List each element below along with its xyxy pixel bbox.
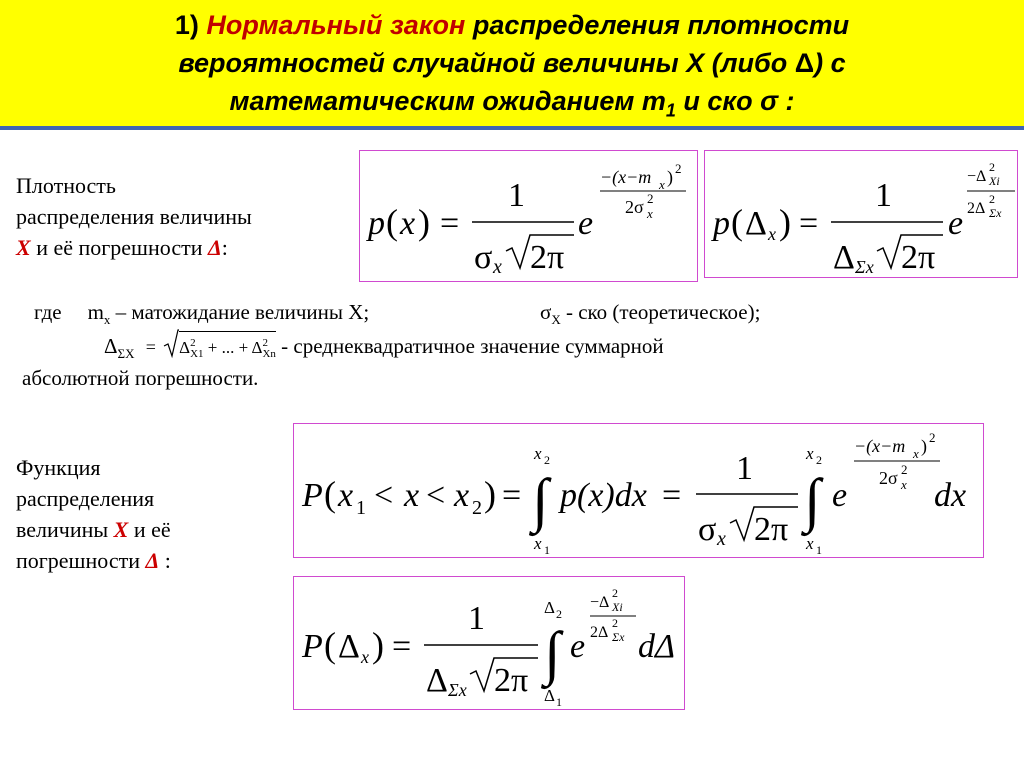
where-sx-sub: X xyxy=(551,312,561,328)
title-line2a: вероятностей случайной величины X (либо xyxy=(178,48,795,78)
Fx-integrand: p(x)dx xyxy=(560,477,647,514)
Fd-int-lo: Δ xyxy=(544,686,555,705)
where-line2 xyxy=(104,331,664,368)
Fx-lt2: < xyxy=(426,477,446,514)
Fd-int: ∫ xyxy=(544,620,561,686)
fx-paren-r: ) xyxy=(418,202,430,242)
where-dsum-desc: - среднеквадратичное значение суммарной xyxy=(281,334,664,358)
Fd-exp-num-sub: Xi xyxy=(612,600,623,614)
fd-numerator: 1 xyxy=(875,177,892,214)
Fx-int2-lo: x xyxy=(806,534,814,553)
where-mx-desc: – матожидание величины X; xyxy=(110,300,370,324)
function-label-line1: Функция xyxy=(16,455,101,480)
function-label-l4a: погрешности xyxy=(16,548,146,573)
density-label-line2: распределения величины xyxy=(16,204,252,229)
function-label-delta: Δ xyxy=(145,548,160,573)
Fx-exp-den: 2σ xyxy=(879,468,898,488)
Fd-exp-den-pow: 2 xyxy=(612,616,618,630)
Fx-x1: x xyxy=(338,477,354,514)
rad-s1: X1 xyxy=(190,348,204,361)
Fd-den-sub: Σx xyxy=(448,680,467,700)
fx-eq: = xyxy=(440,205,460,242)
Fx-x2-sub: 2 xyxy=(472,497,482,519)
Fx-x: x xyxy=(404,477,420,514)
density-label-line1: Плотность xyxy=(16,173,116,198)
Fd-arg-sub: x xyxy=(361,647,369,667)
fx-arg: x xyxy=(400,205,416,242)
fd-paren-l: ( xyxy=(731,202,743,242)
Fx-exp-pow: 2 xyxy=(929,430,936,445)
where-dsum: Δ xyxy=(104,334,118,358)
title-line3a: математическим ожиданием m xyxy=(229,86,666,116)
Fx-exp-num: −(x−m xyxy=(854,436,906,456)
Fx-int2: ∫ xyxy=(804,467,821,533)
fd-exp-num: −Δ xyxy=(967,168,987,185)
Fx-exp-den-sub: x xyxy=(901,477,907,492)
title-sigma: σ xyxy=(760,86,779,116)
fd-den-sub: Σx xyxy=(855,257,874,277)
Fx-x1-sub: 1 xyxy=(356,497,366,519)
function-formula-delta-box xyxy=(293,576,685,710)
radical-sign xyxy=(163,329,179,359)
Fx-paren-l: ( xyxy=(324,474,336,514)
title-number: 1) xyxy=(174,10,199,40)
function-label-l3b: и её xyxy=(128,517,171,542)
fd-exp-num-sub: Xi xyxy=(989,174,1000,188)
Fd-numerator: 1 xyxy=(468,600,485,637)
fd-exp-den-pow: 2 xyxy=(989,192,995,206)
Fx-int1-lo-sub: 1 xyxy=(544,543,550,557)
title-highlight: Нормальный закон xyxy=(206,10,466,40)
Fd-int-up: Δ xyxy=(544,598,555,617)
Fx-x2: x xyxy=(454,477,470,514)
Fx-exp-den-pow: 2 xyxy=(901,462,908,477)
function-label xyxy=(16,452,171,576)
where-sx-desc: - ско (теоретическое); xyxy=(560,300,761,324)
Fd-int-up-sub: 2 xyxy=(556,607,562,621)
where-sigma-line xyxy=(540,298,760,334)
Fx-int2-lo-sub: 1 xyxy=(816,543,822,557)
title-line3b: и ско xyxy=(675,86,761,116)
fx-exp-den-sub: x xyxy=(647,206,653,221)
Fx-int1: ∫ xyxy=(532,467,549,533)
fx-p: p xyxy=(368,205,385,242)
fd-two-pi: 2π xyxy=(901,239,936,276)
Fx-numerator: 1 xyxy=(736,450,753,487)
rad-mid: + ... + xyxy=(203,338,252,357)
density-formula-delta xyxy=(705,151,1019,279)
fx-exp-den: 2σ xyxy=(625,197,644,217)
title-line2b: ) с xyxy=(814,48,846,78)
fx-sigma: σ xyxy=(474,239,493,276)
page-title xyxy=(0,6,1024,129)
fx-exp-num-end: ) xyxy=(667,167,673,187)
title-banner xyxy=(0,0,1024,130)
Fx-int2-up: x xyxy=(806,444,814,463)
function-formula-x-box xyxy=(293,423,984,558)
fd-e: e xyxy=(948,205,964,242)
fd-eq: = xyxy=(799,205,819,242)
where-line1 xyxy=(34,298,369,334)
density-formula-delta-box xyxy=(704,150,1018,278)
Fx-e: e xyxy=(832,477,848,514)
Fd-exp-den: 2Δ xyxy=(590,624,609,641)
rad-s2: Xn xyxy=(262,348,276,361)
function-label-line2: распределения xyxy=(16,486,155,511)
density-label-end: : xyxy=(221,235,228,260)
Fx-int1-up: x xyxy=(534,444,542,463)
rad-p1: 2 xyxy=(190,337,196,350)
function-label-l4b: : xyxy=(159,548,171,573)
Fd-arg: Δ xyxy=(338,628,360,665)
fx-sigma-sub: x xyxy=(493,256,502,278)
Fd-exp-num-pow: 2 xyxy=(612,586,618,600)
fd-exp-den: 2Δ xyxy=(967,200,986,217)
Fd-paren-l: ( xyxy=(324,625,336,665)
fx-exp-den-pow: 2 xyxy=(647,191,654,206)
density-formula-x xyxy=(360,151,699,283)
where-eq: = xyxy=(145,337,156,357)
title-delta: Δ xyxy=(794,48,815,78)
Fx-paren-r: ) xyxy=(484,474,496,514)
Fd-int-lo-sub: 1 xyxy=(556,695,562,709)
Fd-eq: = xyxy=(392,628,412,665)
function-label-l3a: величины xyxy=(16,517,114,542)
Fx-eq: = xyxy=(502,477,522,514)
Fx-sigma-sub: x xyxy=(717,528,726,550)
density-label-x: X xyxy=(16,235,31,260)
Fx-sigma: σ xyxy=(698,511,717,548)
title-line1: распределения плотности xyxy=(472,10,850,40)
Fx-lt1: < xyxy=(374,477,394,514)
fx-two-pi: 2π xyxy=(530,239,565,276)
fd-arg: Δ xyxy=(745,205,767,242)
where-mx: m xyxy=(87,300,104,324)
rad-d1: Δ xyxy=(179,338,191,357)
rad-p2: 2 xyxy=(262,337,268,350)
Fd-P: P xyxy=(302,628,323,665)
Fx-P: P xyxy=(302,477,323,514)
function-formula-x xyxy=(294,424,985,559)
fd-exp-den-sub: Σx xyxy=(989,206,1002,220)
Fd-exp-den-sub: Σx xyxy=(612,630,625,644)
fd-exp-num-pow: 2 xyxy=(989,160,995,174)
fd-den: Δ xyxy=(833,239,855,276)
function-formula-delta xyxy=(294,577,686,711)
fd-paren-r: ) xyxy=(779,202,791,242)
Fx-exp-num-sub: x xyxy=(913,446,919,461)
Fd-exp-num: −Δ xyxy=(590,594,610,611)
fd-arg-sub: x xyxy=(768,224,776,244)
function-label-x: X xyxy=(113,517,129,542)
Fd-den: Δ xyxy=(426,662,448,699)
rad-d2: Δ xyxy=(251,338,263,357)
Fd-dd: dΔ xyxy=(638,628,675,665)
density-label-delta: Δ xyxy=(207,235,222,260)
Fd-paren-r: ) xyxy=(372,625,384,665)
Fd-e: e xyxy=(570,628,586,665)
Fx-two-pi: 2π xyxy=(754,511,789,548)
fx-exp-num-sub: x xyxy=(659,177,665,192)
where-radical xyxy=(163,331,276,362)
Fx-eq2: = xyxy=(662,477,682,514)
density-label xyxy=(16,170,252,263)
density-formula-x-box xyxy=(359,150,698,282)
where-mx-sub: x xyxy=(103,312,111,328)
Fx-exp-num-end: ) xyxy=(921,436,927,456)
where-line3: абсолютной погрешности. xyxy=(22,366,259,390)
fx-exp-num: −(x−m xyxy=(600,167,652,187)
Fx-int1-up-sub: 2 xyxy=(544,453,550,467)
Fx-int1-lo: x xyxy=(534,534,542,553)
fx-numerator: 1 xyxy=(508,177,525,214)
fx-exp-pow: 2 xyxy=(675,161,682,176)
where-gde: где xyxy=(34,300,62,324)
Fd-two-pi: 2π xyxy=(494,662,529,699)
density-label-mid: и её погрешности xyxy=(30,235,208,260)
fx-e: e xyxy=(578,205,594,242)
where-dsum-sub: ΣX xyxy=(117,346,135,362)
fx-paren-l: ( xyxy=(386,202,398,242)
title-line3-sub: 1 xyxy=(665,100,676,121)
title-colon: : xyxy=(778,86,795,116)
fd-p: p xyxy=(713,205,730,242)
Fx-dx: dx xyxy=(934,477,967,514)
where-sx: σ xyxy=(540,300,552,324)
Fx-int2-up-sub: 2 xyxy=(816,453,822,467)
